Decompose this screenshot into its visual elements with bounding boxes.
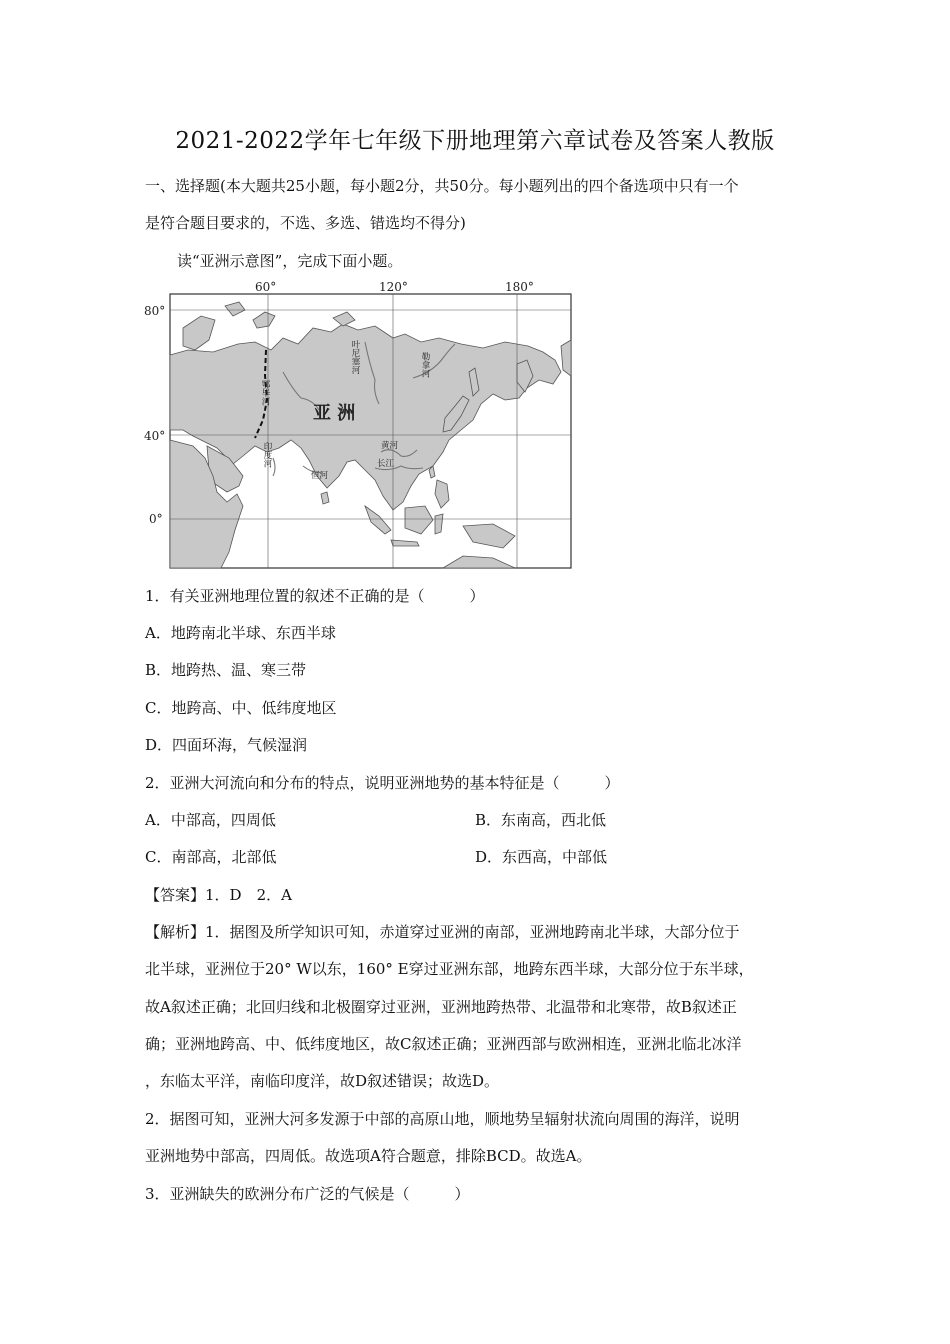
q2-option-c: C．南部高，北部低 (145, 848, 277, 866)
answer-line: 【答案】1．D 2．A (145, 886, 292, 904)
continent-label: 亚 洲 (313, 403, 356, 424)
analysis-line-7: 亚洲地势中部高，四周低。故选项A符合题意，排除BCD。故选A。 (145, 1147, 592, 1165)
label-river-yellow: 黄河 (381, 441, 399, 451)
label-river-indus: 印度河 (262, 442, 272, 468)
lon-label-120: 120° (379, 280, 408, 294)
asia-map (143, 280, 575, 572)
analysis-line-1: 【解析】1．据图及所学知识可知，赤道穿过亚洲的南部，亚洲地跨南北半球，大部分位于 (145, 923, 740, 941)
q1-option-a: A．地跨南北半球、东西半球 (145, 624, 336, 642)
q2-stem: 2．亚洲大河流向和分布的特点，说明亚洲地势的基本特征是（ ） (145, 774, 620, 792)
analysis-line-6: 2．据图可知，亚洲大河多发源于中部的高原山地，顺地势呈辐射状流向周围的海洋，说明 (145, 1110, 740, 1128)
q1-stem: 1．有关亚洲地理位置的叙述不正确的是（ ） (145, 587, 485, 605)
analysis-line-2: 北半球，亚洲位于20° W以东，160° E穿过亚洲东部，地跨东西半球，大部分位于东半球， (145, 960, 754, 978)
label-river-ob: 鄂毕河 (260, 380, 270, 406)
lat-label-80: 80° (144, 304, 166, 318)
lat-label-0: 0° (149, 512, 163, 526)
section-heading-line1: 一、选择题(本大题共25小题，每小题2分，共50分。每小题列出的四个备选项中只有一个 (145, 177, 739, 195)
map-intro: 读“亚洲示意图”，完成下面小题。 (177, 252, 403, 270)
q2-option-b: B．东南高，西北低 (475, 811, 607, 829)
q2-option-a: A．中部高，四周低 (145, 811, 276, 829)
section-heading-line2: 是符合题目要求的，不选、多选、错选均不得分) (145, 214, 466, 232)
q1-option-c: C．地跨高、中、低纬度地区 (145, 699, 337, 717)
label-river-ganges: 恒河 (311, 471, 329, 481)
analysis-line-3: 故A叙述正确；北回归线和北极圈穿过亚洲，亚洲地跨热带、北温带和北寒带，故B叙述正 (145, 998, 737, 1016)
label-river-yangtze: 长江 (377, 459, 395, 469)
lat-label-40: 40° (144, 429, 166, 443)
q1-option-d: D．四面环海，气候湿润 (145, 736, 308, 754)
q3-stem: 3．亚洲缺失的欧洲分布广泛的气候是（ ） (145, 1185, 470, 1203)
label-river-lena: 勒拿河 (420, 352, 430, 378)
analysis-line-4: 确；亚洲地跨高、中、低纬度地区，故C叙述正确；亚洲西部与欧洲相连，亚洲北临北冰洋 (145, 1035, 742, 1053)
lon-label-60: 60° (255, 280, 277, 294)
lon-label-180: 180° (505, 280, 534, 294)
page-title: 2021-2022学年七年级下册地理第六章试卷及答案人教版 (175, 128, 775, 154)
q2-option-d: D．东西高，中部低 (475, 848, 608, 866)
analysis-line-5: ，东临太平洋，南临印度洋，故D叙述错误；故选D。 (145, 1072, 500, 1090)
q1-option-b: B．地跨热、温、寒三带 (145, 661, 307, 679)
label-river-yenisei: 叶尼塞河 (350, 340, 360, 374)
